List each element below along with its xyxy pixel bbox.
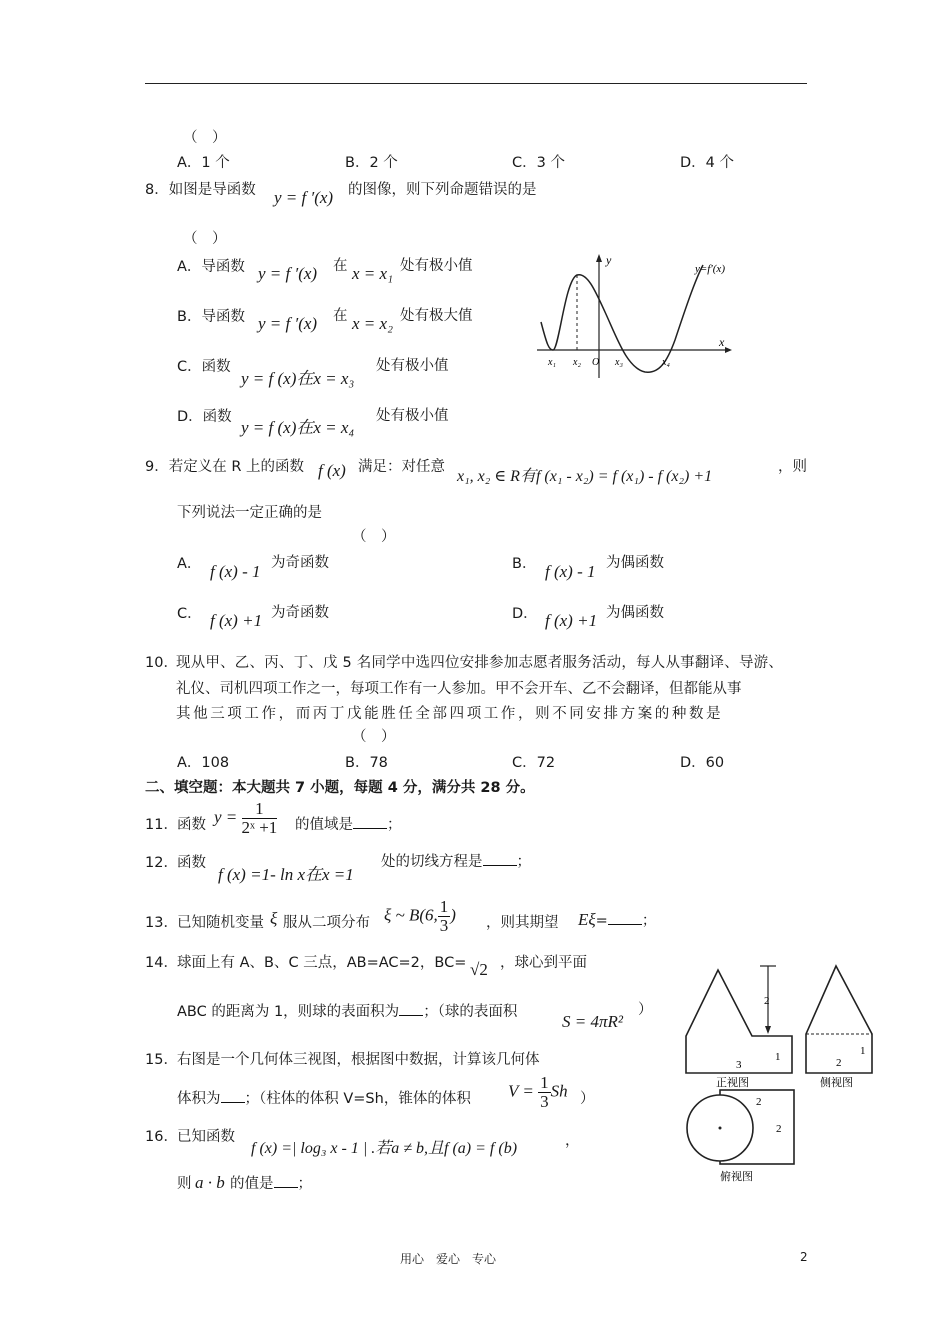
q9-stem-f: f (x) — [318, 461, 346, 480]
q15-volume-formula — [508, 1074, 568, 1111]
q16-number: 16． — [145, 1129, 178, 1145]
q11-denominator: 2ˣ +1 — [241, 817, 278, 837]
q8-option-b-f1: y = f ′(x) — [258, 314, 318, 333]
q8-option-d-pre: D．函数 — [177, 409, 232, 425]
q13-mid2: ，则其期望 — [486, 915, 559, 931]
q8-option-a-post: 处有极小值 — [400, 258, 473, 274]
q15-close: ） — [580, 1091, 595, 1107]
q9-option-c-text: 为奇函数 — [271, 605, 329, 621]
q13-frac-num: 1 — [439, 897, 449, 916]
q13-answer — [578, 909, 656, 930]
q8-option-c-pre: C．函数 — [177, 359, 231, 375]
q14-line2: ABC 的距离为 1，则球的表面积为 — [177, 1004, 400, 1020]
header-rule — [145, 83, 807, 84]
x-axis-arrow — [725, 347, 732, 353]
q9-stem-b: 满足：对任意 — [358, 459, 445, 475]
q8-stem-a: 如图是导函数 — [168, 182, 256, 198]
q10-paren: （ ） — [352, 729, 396, 745]
q15-frac-num: 1 — [540, 1073, 549, 1092]
q15-number: 15． — [145, 1052, 178, 1068]
q8-option-a-mid: 在 — [333, 258, 348, 274]
q12-number: 12． — [145, 855, 178, 871]
q8-option-b-mid: 在 — [333, 308, 348, 324]
front-dim-side: 1 — [775, 1051, 781, 1063]
q9-line2: 下列说法一定正确的是 — [177, 505, 322, 521]
q14-close: ） — [638, 1002, 653, 1018]
q10-option-b: B．78 — [345, 755, 388, 771]
q9-option-d-f: f (x) +1 — [545, 611, 598, 630]
q8-stem-b: 的图像，则下列命题错误的是 — [348, 182, 537, 198]
q9-option-a-text: 为奇函数 — [271, 555, 329, 571]
q11-lhs: y = — [214, 807, 238, 827]
q9-option-c-label: C． — [177, 606, 202, 622]
q8-number: 8． — [145, 182, 169, 198]
q13-end: ； — [641, 913, 657, 929]
tick-origin: O — [592, 357, 600, 368]
q11-formula — [214, 800, 277, 837]
q12-blank[interactable] — [483, 853, 517, 866]
q11-blank[interactable] — [353, 816, 387, 829]
footer-motto: 用心 爱心 专心 — [400, 1252, 497, 1266]
q7-option-d: D．4 个 — [680, 155, 734, 171]
q13-mid: 服从二项分布 — [283, 915, 370, 931]
q14-number: 14． — [145, 955, 178, 971]
q8-option-a-f2: x = x₁ — [352, 264, 393, 283]
q8-option-a-pre: A．导函数 — [177, 259, 245, 275]
q12-formula: f (x) =1- ln x在x =1 — [218, 865, 354, 884]
q10-line3: 其他三项工作，而丙丁戊能胜任全部四项工作，则不同安排方案的种数是 — [176, 706, 724, 722]
q9-stem-a: 若定义在 R 上的函数 — [168, 459, 305, 475]
side-dim-width: 2 — [836, 1057, 842, 1069]
q16-formula: f (x) =| log₃ x - 1 | .若a ≠ b,且f (a) = f (b) — [251, 1140, 518, 1157]
q9-number: 9． — [145, 459, 169, 475]
q14-line1: 球面上有 A、B、C 三点，AB=AC=2，BC= — [177, 955, 467, 971]
q15-vol-lhs: V = — [508, 1081, 534, 1101]
q13-dist-a: ξ ~ B(6, — [384, 905, 438, 925]
side-dim-height: 1 — [860, 1045, 866, 1057]
q14-line2b: ；（球的表面积 — [423, 1004, 518, 1020]
q16-line2a: 则 — [177, 1176, 192, 1192]
front-dim-width: 3 — [736, 1059, 742, 1071]
q9-paren: （ ） — [352, 529, 396, 545]
q15-line1: 右图是一个几何体三视图，根据图中数据，计算该几何体 — [177, 1052, 540, 1068]
x-label: x — [719, 335, 725, 349]
tick-x2: x₂ — [573, 357, 581, 368]
q9-option-b-text: 为偶函数 — [606, 555, 664, 571]
q9-option-b-f: f (x) - 1 — [545, 562, 596, 581]
y-label: y — [606, 253, 612, 267]
q11-fraction — [242, 800, 278, 837]
q14-line1b: ，球心到平面 — [500, 955, 587, 971]
q10-option-d: D．60 — [680, 755, 725, 771]
q13-pre: 已知随机变量 — [177, 915, 264, 931]
q9-option-a-label: A． — [177, 556, 202, 572]
q13-distribution — [384, 898, 456, 935]
q9-stem-formula: x₁, x₂ ∈ R有f (x₁ - x₂) = f (x₁) - f (x₂) +1 — [457, 468, 713, 485]
q8-option-b-post: 处有极大值 — [400, 308, 473, 324]
q15-blank[interactable] — [221, 1090, 245, 1103]
q8-paren: （ ） — [183, 231, 227, 247]
q13-frac-den: 3 — [439, 915, 449, 935]
q16-pre: 已知函数 — [177, 1129, 235, 1145]
q8-stem — [145, 178, 256, 199]
q7-option-c: C．3 个 — [512, 155, 565, 171]
three-view-figure — [680, 958, 880, 1188]
q9-option-c-f: f (x) +1 — [210, 611, 263, 630]
tick-x4: x₄ — [662, 357, 670, 368]
top-view-center — [719, 1127, 722, 1130]
q13-xi: ξ — [270, 909, 278, 928]
q11-pre: 函数 — [177, 817, 206, 833]
page-number: 2 — [800, 1250, 808, 1264]
q9-option-b-label: B． — [512, 556, 537, 572]
q9-stem — [145, 455, 304, 476]
q11-end: ； — [387, 817, 402, 833]
q10-option-a: A．108 — [177, 755, 230, 771]
q8-option-c-post: 处有极小值 — [376, 358, 449, 374]
q12-post: 处的切线方程是 — [381, 854, 483, 870]
q7-option-b: B．2 个 — [345, 155, 398, 171]
q15-line2b: ；（柱体的体积 V=Sh，锥体的体积 — [244, 1091, 471, 1107]
q16-ab: a · b — [195, 1173, 225, 1192]
q14-line2-group — [177, 1000, 517, 1021]
q15-fraction — [538, 1074, 551, 1111]
q14-formula: S = 4πR² — [562, 1012, 623, 1031]
q12-answer — [381, 850, 531, 871]
side-view-label: 侧视图 — [820, 1077, 853, 1089]
q11-answer — [295, 813, 402, 834]
q8-derivative-graph — [535, 250, 735, 380]
q15-frac-den: 3 — [540, 1091, 549, 1111]
q16-line2b: 的值是 — [230, 1176, 274, 1192]
q8-stem-formula: y = f ′(x) — [274, 188, 334, 207]
q10-option-c: C．72 — [512, 755, 556, 771]
q15-line2a: 体积为 — [177, 1091, 221, 1107]
q9-option-d-label: D． — [512, 606, 538, 622]
q8-option-a-f1: y = f ′(x) — [258, 264, 318, 283]
q12-end: ； — [516, 854, 531, 870]
q13-eq: = — [595, 913, 608, 929]
q16-blank[interactable] — [274, 1175, 298, 1188]
q13-fraction — [438, 898, 451, 935]
q11-numerator: 1 — [242, 800, 278, 819]
top-dim-radius: 2 — [756, 1096, 762, 1108]
q10-line1: 现从甲、乙、丙、丁、戊 5 名同学中选四位安排参加志愿者服务活动，每人从事翻译、导游、 — [176, 655, 784, 671]
q8-option-d-f: y = f (x)在x = x₄ — [241, 418, 355, 437]
tick-x1: x₁ — [548, 357, 556, 368]
q15-vol-rhs: Sh — [550, 1081, 568, 1101]
q9-option-a-f: f (x) - 1 — [210, 562, 261, 581]
q12-pre: 函数 — [177, 855, 206, 871]
q7-option-a: A．1 个 — [177, 155, 230, 171]
front-view-label: 正视图 — [716, 1077, 749, 1089]
y-axis-arrow — [596, 254, 602, 262]
q9-option-d-text: 为偶函数 — [606, 605, 664, 621]
q8-option-d-post: 处有极小值 — [376, 408, 449, 424]
q13-dist-b: ) — [450, 905, 456, 925]
q14-blank[interactable] — [399, 1003, 423, 1016]
q8-option-b-f2: x = x₂ — [352, 314, 393, 333]
q7-paren: （ ） — [183, 130, 227, 146]
q9-stem-c: ，则 — [778, 459, 807, 475]
front-dim-arrow — [765, 1026, 771, 1034]
q13-expect: Eξ — [578, 910, 596, 929]
q16-end: ； — [297, 1176, 312, 1192]
top-dim-side: 2 — [776, 1123, 782, 1135]
q8-option-c-f: y = f (x)在x = x₃ — [241, 369, 355, 388]
top-view-label: 俯视图 — [720, 1171, 753, 1183]
section-2-heading: 二、填空题：本大题共 7 小题，每题 4 分，满分共 28 分。 — [145, 780, 535, 796]
q8-option-b-pre: B．导函数 — [177, 309, 245, 325]
q10-number: 10． — [145, 655, 178, 671]
q13-blank[interactable] — [608, 912, 642, 925]
q16-answer — [230, 1172, 312, 1193]
q11-number: 11． — [145, 817, 178, 833]
curve-label: y=f′(x) — [695, 263, 725, 275]
q14-sqrt: √2 — [470, 960, 488, 979]
front-dim-height: 2 — [764, 995, 770, 1007]
tick-x3: x₃ — [615, 357, 623, 368]
q15-line2-group — [177, 1087, 471, 1108]
q11-post: 的值域是 — [295, 817, 353, 833]
q13-number: 13． — [145, 915, 178, 931]
q16-comma: ， — [565, 1133, 580, 1149]
q10-line2: 礼仪、司机四项工作之一，每项工作有一人参加。甲不会开车、乙不会翻译，但都能从事 — [176, 681, 742, 697]
